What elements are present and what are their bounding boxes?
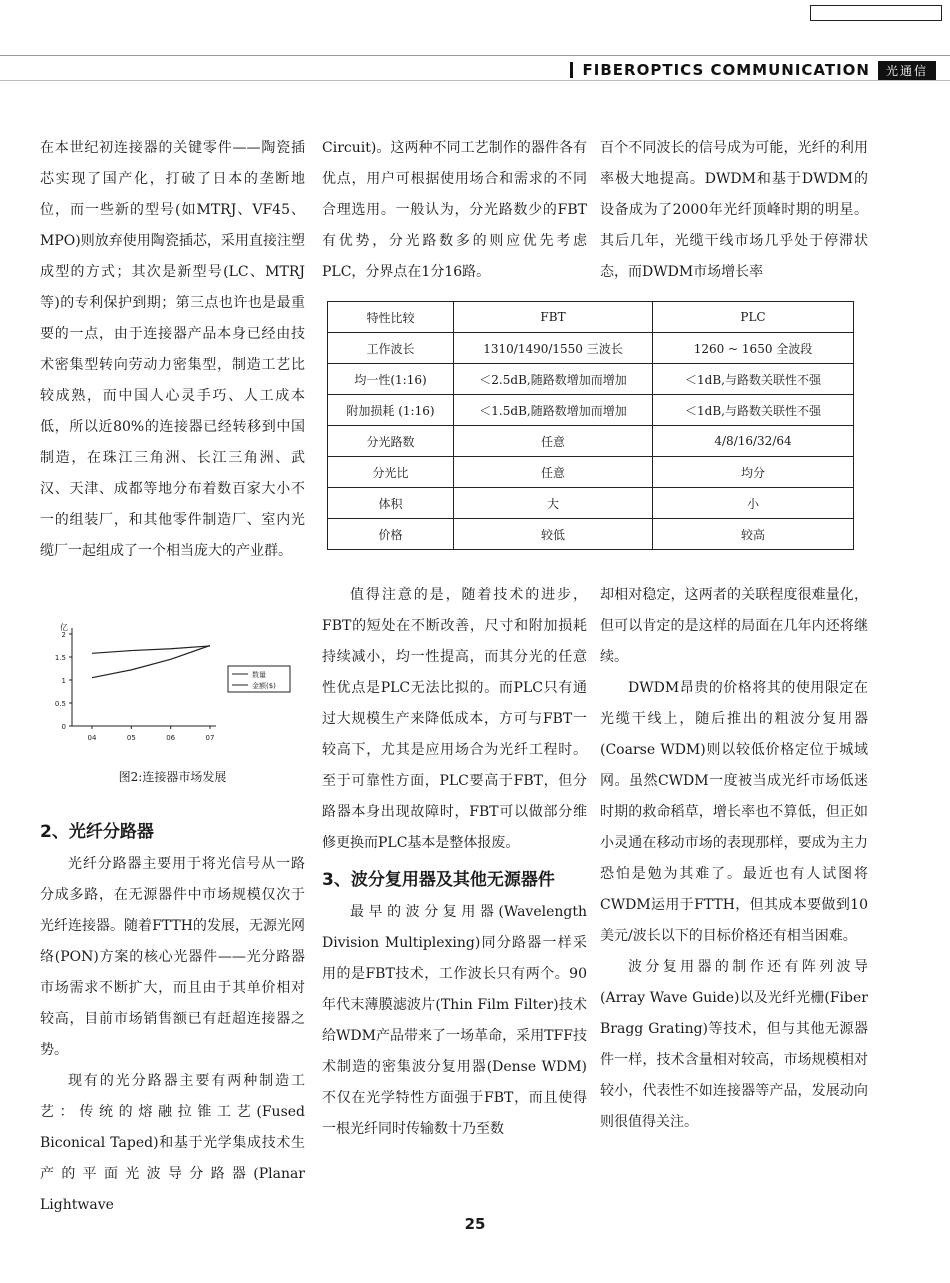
y-tick-label: 1	[61, 677, 66, 685]
table-cell: 体积	[328, 488, 454, 519]
column-3-top	[600, 133, 868, 288]
column-2-bottom	[322, 580, 587, 1145]
section-heading: 2、光纤分路器	[40, 822, 154, 842]
table-cell: 任意	[454, 457, 653, 488]
table-cell: 小	[653, 488, 854, 519]
table-cell: 分光路数	[328, 426, 454, 457]
paragraph: 值得注意的是，随着技术的进步，FBT的短处在不断改善，尺寸和附加损耗持续减小，均一性提高，而其分光的任意性优点是PLC无法比拟的。而PLC只有通过大规模生产来降低成本，方可与FBT一较高下，尤其是应用场合为光纤工程时。至于可靠性方面，PLC要高于FBT，但分路器本身出现故障时，FBT可以做部分维修更换而PLC基本是整体报废。	[322, 587, 587, 851]
paragraph: 波分复用器的制作还有阵列波导(Array Wave Guide)以及光纤光栅(Fiber Bragg Grating)等技术，但与其他无源器件一样，技术含量相对较高，市场规模相对较小，代表性不如连接器等产品，发展动向则很值得关注。	[600, 959, 868, 1130]
paragraph: DWDM昂贵的价格将其的使用限定在光缆干线上，随后推出的粗波分复用器(Coarse WDM)则以较低价格定位于城域网。虽然CWDM一度被当成光纤市场低迷时期的救命稻草，增长率也不算低，但正如小灵通在移动市场的表现那样，要成为主力恐怕是勉为其难了。最近也有人试图将CWDM运用于FTTH，但其成本要做到10美元/波长以下的目标价格还有相当困难。	[600, 680, 868, 944]
header-rule-top	[0, 55, 950, 56]
table-cell: ＜1dB,与路数关联性不强	[653, 395, 854, 426]
table-header-cell: 特性比较	[328, 302, 454, 333]
header-bar-mark	[570, 62, 573, 78]
table-cell: 1260 ~ 1650 全波段	[653, 333, 854, 364]
table-header-cell: FBT	[454, 302, 653, 333]
paragraph: 百个不同波长的信号成为可能，光纤的利用率极大地提高。DWDM和基于DWDM的设备成为了2000年光纤顶峰时期的明星。其后几年，光缆干线市场几乎处于停滞状态，而DWDM市场增长率	[600, 140, 868, 280]
table-cell: 工作波长	[328, 333, 454, 364]
table-cell: 较高	[653, 519, 854, 550]
column-3-bottom	[600, 580, 868, 1138]
table-cell: 大	[454, 488, 653, 519]
table-row	[328, 395, 854, 426]
table-cell: ＜1dB,与路数关联性不强	[653, 364, 854, 395]
x-tick-label: 04	[87, 734, 97, 742]
legend-label: 数量	[252, 671, 266, 679]
table-row	[328, 519, 854, 550]
table-cell: 价格	[328, 519, 454, 550]
table-row	[328, 488, 854, 519]
header-rule-bottom	[0, 80, 950, 81]
table-header-cell: PLC	[653, 302, 854, 333]
column-2-top	[322, 133, 587, 288]
table-cell: 4/8/16/32/64	[653, 426, 854, 457]
comparison-table	[327, 301, 854, 550]
paragraph: 现有的光分路器主要有两种制造工艺：传统的熔融拉锥工艺(Fused Biconical Taped)和基于光学集成技术生产的平面光波导分路器(Planar Lightwave	[40, 1073, 305, 1213]
table-row	[328, 333, 854, 364]
legend-label: 金额($)	[252, 682, 276, 690]
table-cell: 较低	[454, 519, 653, 550]
x-tick-label: 06	[166, 734, 176, 742]
header-title: FIBEROPTICS COMMUNICATION	[582, 61, 870, 79]
top-right-box	[810, 5, 942, 21]
figure-caption: 图2:连接器市场发展	[118, 770, 227, 784]
column-1-bottom	[40, 811, 305, 1221]
table-cell: 分光比	[328, 457, 454, 488]
table-cell: 均一性(1:16)	[328, 364, 454, 395]
table-cell: 1310/1490/1550 三波长	[454, 333, 653, 364]
table-header-row	[328, 302, 854, 333]
section-heading: 3、波分复用器及其他无源器件	[322, 870, 555, 890]
y-tick-label: 2	[61, 631, 66, 639]
table-row	[328, 426, 854, 457]
table-cell: 附加损耗 (1:16)	[328, 395, 454, 426]
y-tick-label: 1.5	[54, 654, 66, 662]
y-unit-label: 亿	[60, 623, 68, 632]
header-badge: 光通信	[878, 61, 936, 80]
table-cell: ＜2.5dB,随路数增加而增加	[454, 364, 653, 395]
series-line-1	[92, 646, 210, 678]
paragraph: Circuit)。这两种不同工艺制作的器件各有优点，用户可根据使用场合和需求的不同合理选用。一般认为，分光路数少的FBT有优势，分光路数多的则应优先考虑PLC，分界点在1分16路。	[322, 140, 587, 280]
x-tick-label: 07	[205, 734, 215, 742]
table-row	[328, 364, 854, 395]
table-cell: 任意	[454, 426, 653, 457]
page-number: 25	[464, 1215, 486, 1233]
paragraph: 却相对稳定，这两者的关联程度很难量化，但可以肯定的是这样的局面在几年内还将继续。	[600, 587, 868, 665]
y-tick-label: 0	[61, 723, 66, 731]
paragraph: 光纤分路器主要用于将光信号从一路分成多路，在无源器件中市场规模仅次于光纤连接器。随着FTTH的发展，无源光网络(PON)方案的核心光器件——光分路器市场需求不断扩大，而且由于其单价相对较高，目前市场销售额已有赶超连接器之势。	[40, 856, 305, 1058]
paragraph: 最早的波分复用器(Wavelength Division Multiplexing)同分路器一样采用的是FBT技术，工作波长只有两个。90年代末薄膜滤波片(Thin Film Filter)技术给WDM产品带来了一场革命，采用TFF技术制造的密集波分复用器(Dense WDM)不仅在光学特性方面强于FBT，而且使得一根光纤同时传输数十乃至数	[322, 904, 587, 1137]
running-header	[570, 60, 936, 80]
x-tick-label: 05	[126, 734, 136, 742]
y-tick-label: 0.5	[54, 700, 66, 708]
table-cell: 均分	[653, 457, 854, 488]
column-1-top	[40, 133, 305, 567]
table-row	[328, 457, 854, 488]
table-cell: ＜1.5dB,随路数增加而增加	[454, 395, 653, 426]
paragraph: 在本世纪初连接器的关键零件——陶瓷插芯实现了国产化，打破了日本的垄断地位，而一些新的型号(如MTRJ、VF45、MPO)则放弃使用陶瓷插芯，采用直接注塑成型的方式；其次是新型号(LC、MTRJ等)的专利保护到期；第三点也许也是最重要的一点，由于连接器产品本身已经由技术密集型转向劳动力密集型，制造工艺比较成熟，而中国人心灵手巧、人工成本低，所以近80%的连接器已经转移到中国制造，在珠江三角洲、长江三角洲、武汉、天津、成都等地分布着数百家大小不一的组装厂，和其他零件制造厂、室内光缆厂一起组成了一个相当庞大的产业群。	[40, 140, 305, 559]
